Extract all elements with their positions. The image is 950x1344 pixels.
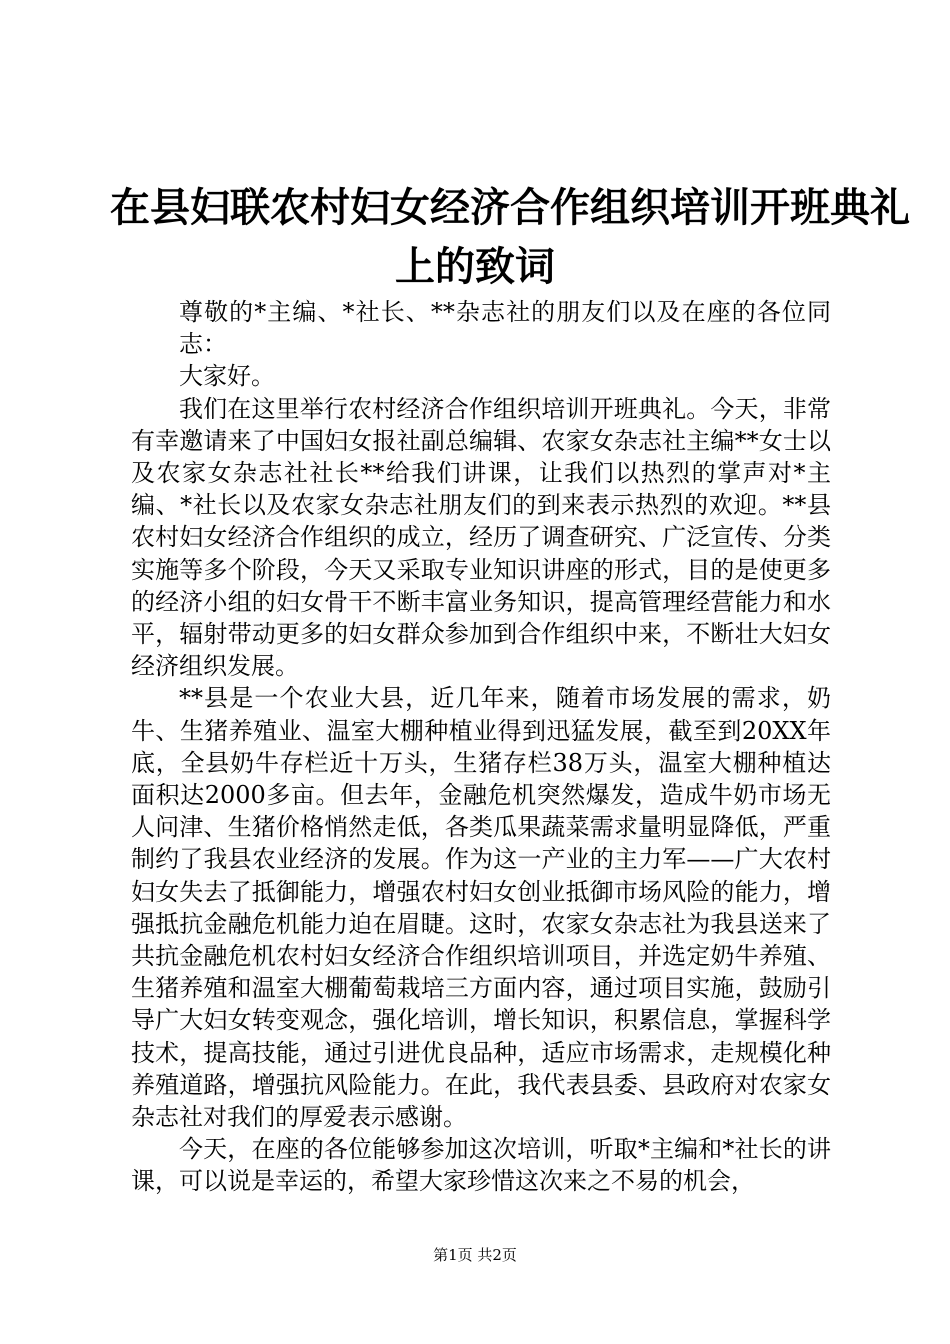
greeting: 大家好。 <box>179 362 275 391</box>
body-paragraph: **县是一个农业大县，近几年来，随着市场发展的需求，奶牛、生猪养殖业、温室大棚种植业得到迅猛发展，截至到20XX年底，全县奶牛存栏近十万头，生猪存栏38万头，温室大棚种植达面积达2000多亩。但去年，金融危机突然爆发，造成牛奶市场无人问津、生猪价格悄然走低，各类瓜果蔬菜需求量明显降低，严重制约了我县农业经济的发展。作为这一产业的主力军——广大农村妇女失去了抵御能力，增强农村妇女创业抵御市场风险的能力，增强抵抗金融危机能力迫在眉睫。这时，农家女杂志社为我县送来了共抗金融危机农村妇女经济合作组织培训项目，并选定奶牛养殖、生猪养殖和温室大棚葡萄栽培三方面内容，通过项目实施，鼓励引导广大妇女转变观念，强化培训，增长知识，积累信息，掌握科学技术，提高技能，通过引进优良品种，适应市场需求，走规模化种养殖道路，增强抗风险能力。在此，我代表县委、县政府对农家女杂志社对我们的厚爱表示感谢。 <box>131 684 831 1132</box>
body-paragraph: 今天，在座的各位能够参加这次培训，听取*主编和*社长的讲课，可以说是幸运的，希望大家珍惜这次来之不易的机会， <box>131 1135 831 1196</box>
document-title-line-1: 在县妇联农村妇女经济合作组织培训开班典礼 <box>110 184 910 231</box>
page-footer: 第1页 共2页 <box>433 1246 517 1264</box>
document-body <box>131 296 831 1198</box>
body-paragraph: 我们在这里举行农村经济合作组织培训开班典礼。今天，非常有幸邀请来了中国妇女报社副总编辑、农家女杂志社主编**女士以及农家女杂志社社长**给我们讲课，让我们以热烈的掌声对*主编、*社长以及农家女杂志社朋友们的到来表示热烈的欢迎。**县农村妇女经济合作组织的成立，经历了调查研究、广泛宣传、分类实施等多个阶段，今天又采取专业知识讲座的形式，目的是使更多的经济小组的妇女骨干不断丰富业务知识，提高管理经营能力和水平，辐射带动更多的妇女群众参加到合作组织中来，不断壮大妇女经济组织发展。 <box>131 394 831 681</box>
salutation: 尊敬的*主编、*社长、**杂志社的朋友们以及在座的各位同志： <box>179 298 831 359</box>
document-title-line-2: 上的致词 <box>395 243 555 290</box>
